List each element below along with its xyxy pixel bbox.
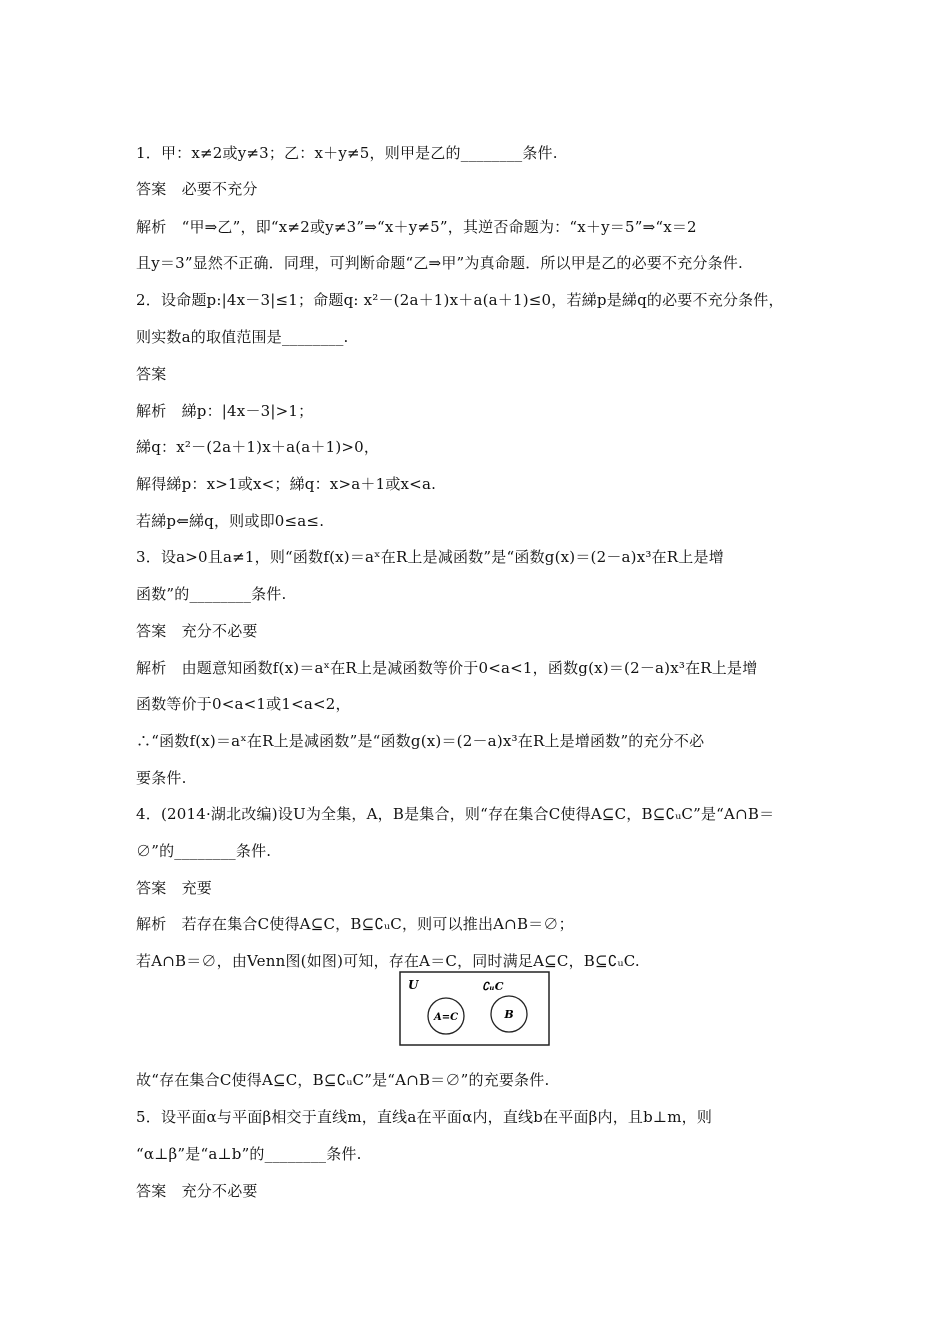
q4-conclusion: 故“存在集合C使得A⊆C，B⊆∁ᵤC”是“A∩B＝∅”的充要条件.	[136, 1071, 550, 1089]
q4-text-line2: ∅”的________条件.	[136, 842, 272, 860]
venn-universe-label: U	[408, 978, 419, 992]
q4-analysis-line2: 若A∩B＝∅，由Venn图(如图)可知，存在A＝C，同时满足A⊆C，B⊆∁ᵤC.	[136, 952, 640, 970]
q2-analysis-line1: 解析 綈p：|4x－3|>1；	[136, 402, 314, 420]
q3-analysis-line4: 要条件.	[136, 769, 187, 787]
q1-analysis-line1: 解析 “甲⇒乙”，即“x≠2或y≠3”⇒“x＋y≠5”，其逆否命题为：“x＋y＝5”⇒“x＝2	[136, 218, 697, 236]
q1-answer: 答案 必要不充分	[136, 180, 258, 198]
venn-diagram	[399, 971, 550, 1046]
q2-answer: 答案	[136, 365, 167, 383]
q3-analysis-line1: 解析 由题意知函数f(x)＝aˣ在R上是减函数等价于0<a<1，函数g(x)＝(2－a)x³在R上是增	[136, 659, 758, 677]
q3-answer: 答案 充分不必要	[136, 622, 258, 640]
q4-answer: 答案 充要	[136, 879, 213, 897]
venn-complement-label: ∁ᵤC	[482, 980, 504, 993]
q1-analysis-line2: 且y＝3”显然不正确．同理，可判断命题“乙⇒甲”为真命题．所以甲是乙的必要不充分条件.	[136, 254, 743, 272]
q4-text-line1: 4．(2014·湖北改编)设U为全集，A，B是集合，则“存在集合C使得A⊆C，B⊆∁ᵤC”是“A∩B＝	[136, 805, 775, 823]
q3-text-line2: 函数”的________条件.	[136, 585, 287, 603]
q2-analysis-line4: 若綈p⇐綈q，则或即0≤a≤.	[136, 512, 325, 530]
q2-text-line2: 则实数a的取值范围是________.	[136, 328, 349, 346]
venn-circle-b-label: B	[504, 1008, 514, 1021]
q3-analysis-line2: 函数等价于0<a<1或1<a<2，	[136, 695, 351, 713]
q2-text-line1: 2．设命题p:|4x－3|≤1；命题q: x²－(2a＋1)x＋a(a＋1)≤0，若綈p是綈q的必要不充分条件，	[136, 291, 784, 309]
q5-text-line2: “α⊥β”是“a⊥b”的________条件.	[136, 1145, 362, 1163]
q4-analysis-line1: 解析 若存在集合C使得A⊆C，B⊆∁ᵤC，则可以推出A∩B＝∅；	[136, 915, 574, 933]
q5-answer: 答案 充分不必要	[136, 1182, 258, 1200]
venn-circle-a-label: A=C	[433, 1012, 459, 1023]
q2-analysis-line2: 綈q：x²－(2a＋1)x＋a(a＋1)>0，	[136, 438, 380, 456]
q5-text-line1: 5．设平面α与平面β相交于直线m，直线a在平面α内，直线b在平面β内，且b⊥m，则	[136, 1108, 713, 1126]
q3-analysis-line3: ∴“函数f(x)＝aˣ在R上是减函数”是“函数g(x)＝(2－a)x³在R上是增函数”的充分不必	[136, 732, 705, 750]
q2-analysis-line3: 解得綈p：x>1或x<；綈q：x>a＋1或x<a.	[136, 475, 437, 493]
q3-text-line1: 3．设a>0且a≠1，则“函数f(x)＝aˣ在R上是减函数”是“函数g(x)＝(2－a)x³在R上是增	[136, 548, 724, 566]
q1-text: 1．甲：x≠2或y≠3；乙：x＋y≠5，则甲是乙的________条件.	[136, 144, 558, 162]
